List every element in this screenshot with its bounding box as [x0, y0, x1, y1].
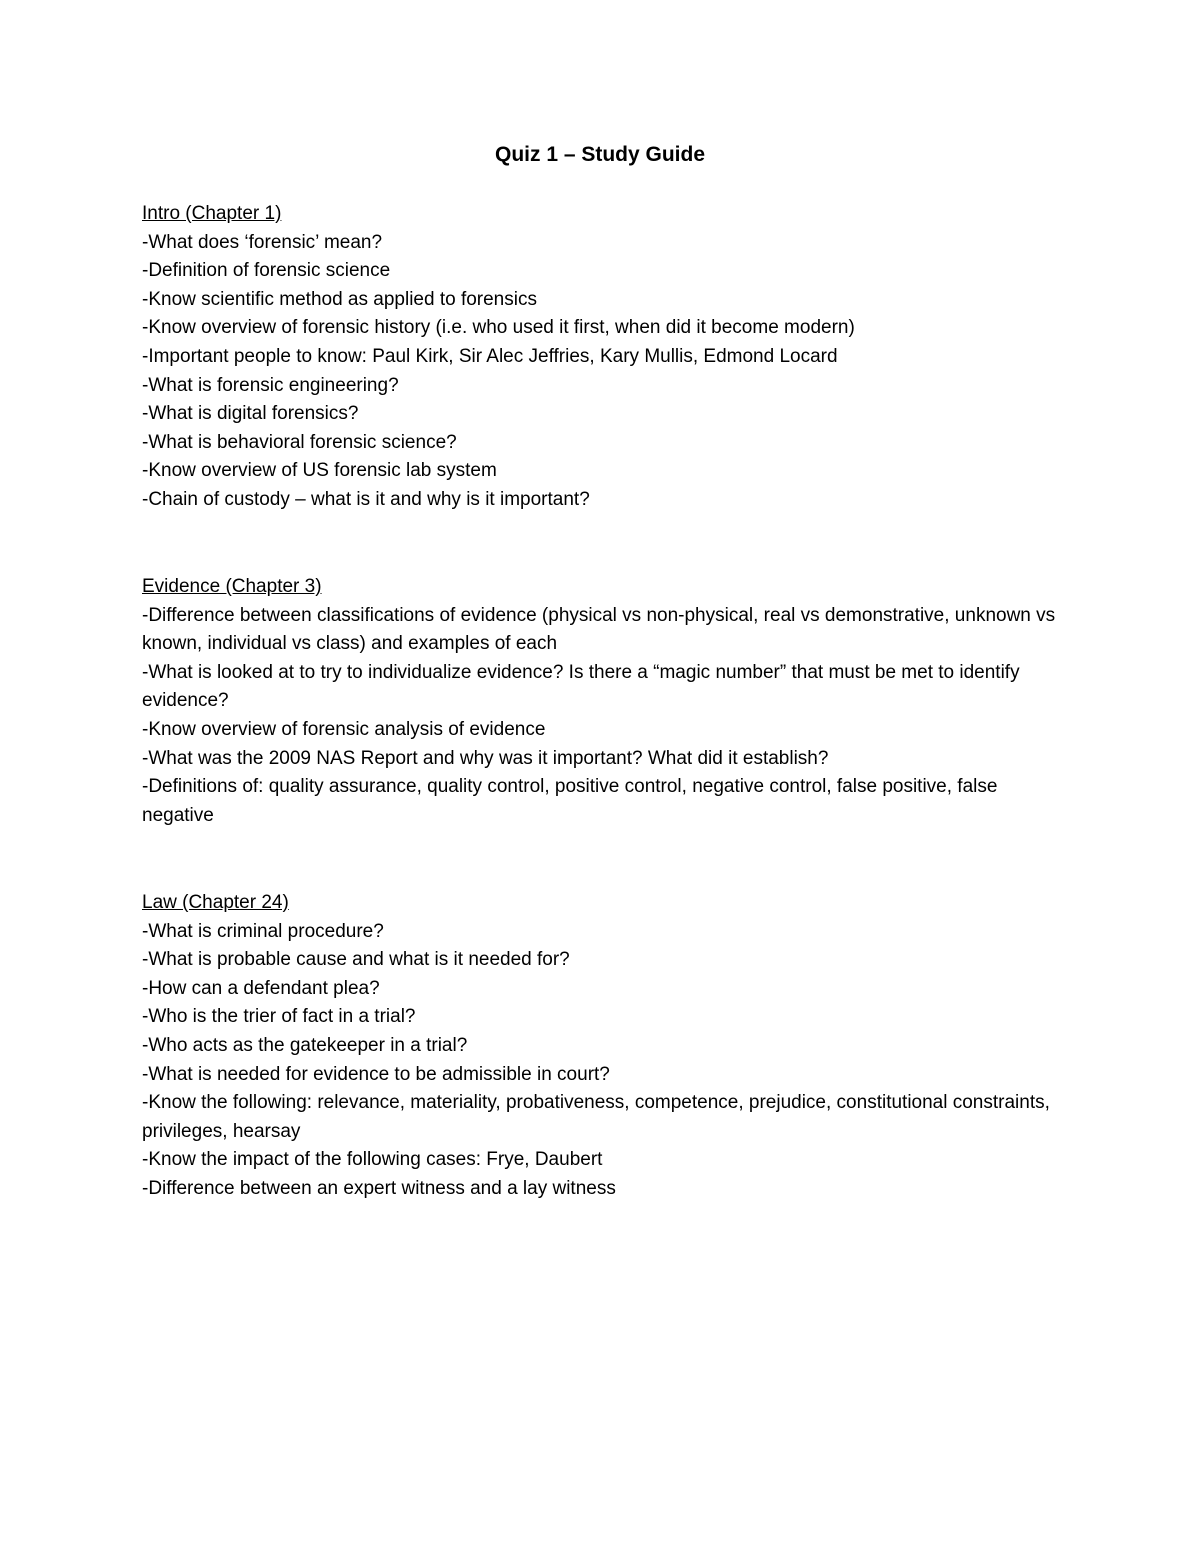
section-heading: Intro (Chapter 1)	[142, 203, 282, 224]
list-item: -Difference between classifications of evidence (physical vs non-physical, real vs demonstrative, unknown vs known, individual vs class) and examples of each	[142, 604, 1056, 655]
list-item: -What is behavioral forensic science?	[142, 431, 457, 453]
list-item: -Difference between an expert witness and a lay witness	[142, 1177, 616, 1199]
list-item: -Definition of forensic science	[142, 260, 391, 282]
list-item: -Know overview of forensic analysis of evidence	[142, 718, 546, 740]
section-law	[142, 889, 1072, 1204]
list-item: -Know overview of forensic history (i.e. who used it first, when did it become modern)	[142, 317, 855, 339]
section-heading: Evidence (Chapter 3)	[142, 576, 322, 597]
list-item: -Important people to know: Paul Kirk, Sir Alec Jeffries, Kary Mullis, Edmond Locard	[142, 345, 838, 367]
list-item: -Definitions of: quality assurance, quality control, positive control, negative control, false positive, false negative	[142, 776, 998, 826]
list-item: -What is needed for evidence to be admissible in court?	[142, 1063, 610, 1085]
section-intro	[142, 200, 1072, 515]
list-item: -Know scientific method as applied to forensics	[142, 288, 537, 310]
list-item: -What is looked at to try to individualize evidence? Is there a “magic number” that must be met to identify evidence?	[142, 661, 1020, 712]
section-evidence	[142, 573, 1072, 830]
list-item: -What is probable cause and what is it needed for?	[142, 949, 570, 971]
list-item: -How can a defendant plea?	[142, 977, 380, 999]
list-item: -What does ‘forensic’ mean?	[142, 231, 383, 253]
document-title: Quiz 1 – Study Guide	[494, 143, 706, 166]
list-item: -What is forensic engineering?	[142, 374, 399, 396]
list-item: -What is digital forensics?	[142, 403, 359, 425]
list-item: -Who is the trier of fact in a trial?	[142, 1006, 416, 1028]
list-item: -Know the impact of the following cases: Frye, Daubert	[142, 1149, 603, 1171]
list-item: -Know the following: relevance, materiality, probativeness, competence, prejudice, constitutional constraints, privileges, hearsay	[142, 1092, 1050, 1142]
list-item: -Chain of custody – what is it and why is it important?	[142, 488, 590, 510]
list-item: -What is criminal procedure?	[142, 920, 384, 942]
list-item: -Who acts as the gatekeeper in a trial?	[142, 1034, 468, 1056]
list-item: -Know overview of US forensic lab system	[142, 460, 497, 482]
section-heading: Law (Chapter 24)	[142, 892, 289, 913]
list-item: -What was the 2009 NAS Report and why was it important? What did it establish?	[142, 747, 829, 769]
